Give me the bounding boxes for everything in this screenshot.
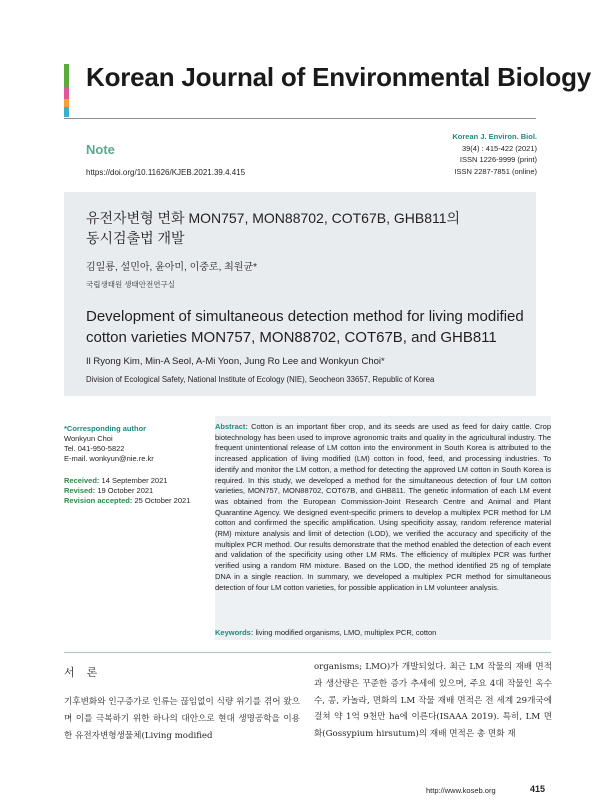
received-label: Received: [64, 476, 100, 485]
issn-online: ISSN 2287-7851 (online) [454, 166, 537, 176]
corresponding-author-email[interactable]: E-mail. wonkyun@nie.re.kr [64, 454, 154, 463]
corresponding-author-label: *Corresponding author [64, 424, 147, 433]
corresponding-author-tel: Tel. 041-950-5822 [64, 444, 125, 453]
received-date: 14 September 2021 [101, 476, 168, 485]
english-authors: Il Ryong Kim, Min-A Seol, A-Mi Yoon, Jung Ro Lee and Wonkyun Choi* [86, 356, 385, 367]
accent-bar-green [64, 64, 69, 87]
article-type-label: Note [86, 142, 115, 157]
volume-pages: 39(4) : 415-422 (2021) [461, 143, 537, 153]
accent-bar-orange [64, 99, 69, 107]
korean-affiliation: 국립생태원 생태안전연구실 [86, 280, 176, 289]
accent-bar-blue [64, 107, 69, 117]
introduction-right-column: organisms; LMO)가 개발되었다. 최근 LM 작물의 재배 면적과 생산량은 꾸준한 증가 추세에 있으며, 주요 4대 작물인 옥수수, 콩, 카놀라, 면화의 LM 작물 재배 면적은 전 세계 29개국에 걸쳐 약 1억 9천만 ha에 이른다(ISAAA 2019). 특히, LM 면화(Gossypium hirsutum)의 재배 면적은 총 면화 재 [314, 662, 552, 740]
introduction-heading: 서론 [64, 666, 110, 679]
accepted-label: Revision accepted: [64, 496, 133, 505]
citation-block [452, 131, 537, 177]
footer-url[interactable]: http://www.koseb.org [426, 786, 496, 795]
korean-title [86, 208, 460, 248]
english-title-line2: cotton varieties MON757, MON88702, COT67B, and GHB811 [86, 329, 497, 346]
introduction-left-column: 기후변화와 인구증가로 인류는 끊임없이 식량 위기를 겪어 왔으며 이를 극복하기 위한 하나의 대안으로 현대 생명공학을 이용한 유전자변형생물체(Living modified [64, 697, 300, 741]
keywords [215, 628, 551, 637]
issn-print: ISSN 1226-9999 (print) [459, 155, 537, 164]
korean-authors: 김일룡, 설민아, 윤아미, 이중로, 최원균* [86, 262, 258, 273]
revised-label: Revised: [64, 486, 96, 495]
journal-title: Korean Journal of Environmental Biology [86, 62, 592, 92]
journal-abbrev: Korean J. Environ. Biol. [452, 132, 537, 141]
corresponding-author-name: Wonkyun Choi [64, 434, 113, 443]
keywords-body: living modified organisms, LMO, multiplex PCR, cotton [255, 628, 437, 637]
keywords-label: Keywords: [215, 628, 254, 637]
revised-date: 19 October 2021 [97, 486, 154, 495]
accent-bar-pink [64, 87, 69, 99]
abstract-label: Abstract: [215, 422, 248, 431]
abstract [215, 422, 551, 593]
korean-title-line2: 동시검출법 개발 [86, 230, 185, 246]
section-divider [64, 652, 551, 653]
korean-title-line1: 유전자변형 면화 MON757, MON88702, COT67B, GHB811의 [86, 210, 461, 226]
article-info-column [64, 424, 209, 506]
english-affiliation: Division of Ecological Safety, National Institute of Ecology (NIE), Seocheon 33657, Republic of Korea [86, 375, 435, 384]
accepted-date: 25 October 2021 [134, 496, 191, 505]
abstract-body: Cotton is an important fiber crop, and its seeds are used as feed for dairy cattle. Crop biotechnology has been used to improve agronomic traits and quality in the agricultural industry. The frequent unintentional release of LM cotton into the environment in South Korea is attributed to the increased application of living modified (LM) cotton in food, feed, and processing industries. To identify and monitor the LM cotton, a method for detecting the approved LM cotton in South Korea is required. In this study, we developed a method for the simultaneous detection of four LM cotton varieties, MON757, MON88702, COT67B, and GHB811. The genetic information of each LM event was obtained from the European Commission-Joint Research Centre and Animal and Plant Quarantine Agency. We designed event-specific primers to develop a multiplex PCR method for LM cotton and confirmed the specific amplification. Using specificity assay, random reference material (RM) mixture analysis and limit of detection (LOD), we verified the accuracy and specificity of the multiplex PCR method. Our results demonstrate that the method enabled the detection of each event and validation of the specificity using other LM RMs. The efficiency of multiplex PCR was further verified using a random RM mixture. Based on the LOD, the method identified 25 ng of template DNA in a single reaction. In summary, we developed a multiplex PCR method for simultaneous detection of four LM cotton varieties, for possible application in LM volunteer analysis. [215, 422, 551, 592]
english-title [86, 306, 524, 348]
header-divider [64, 118, 536, 119]
page-number: 415 [530, 784, 546, 794]
doi-link[interactable]: https://doi.org/10.11626/KJEB.2021.39.4.415 [86, 168, 246, 177]
english-title-line1: Development of simultaneous detection method for living modified [86, 308, 524, 325]
info-spacer [64, 464, 209, 476]
